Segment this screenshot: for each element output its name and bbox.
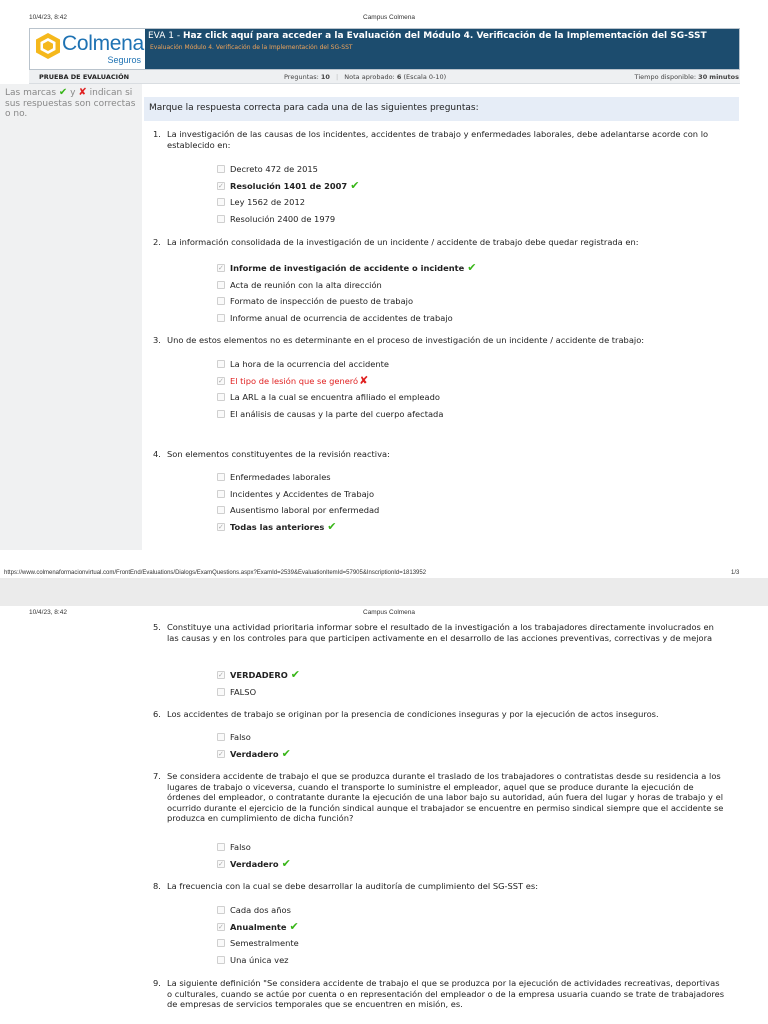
question-number: 3.: [153, 335, 161, 345]
answer-label: Semestralmente: [230, 938, 299, 948]
answer-option[interactable]: [217, 358, 389, 370]
answer-label: Una única vez: [230, 954, 289, 965]
correct-check-icon: ✔: [290, 668, 301, 681]
answer-option[interactable]: [217, 180, 359, 192]
question-text: Se considera accidente de trabajo el que se produzca durante el traslado de los trabajadores o contratistas desde su residencia a los lugares de trabajo o viceversa, cuando el transporte lo suministre el empleador, aquel que se produce durante la ejecución de órdenes del empleador, o contratante durante la ejecución de una labor bajo su autoridad, aún fuera del lugar y horas de trabajo y el ocurrido durante el ejercicio de la función sindical aunque el trabajador se encuentre en permiso sindical siempre que el accidente se produzca en cumplimiento de dicha función?: [167, 771, 724, 823]
answer-option[interactable]: [217, 295, 413, 307]
checkbox[interactable]: [217, 733, 225, 741]
sidebar: [0, 84, 142, 550]
answer-label: El análisis de causas y la parte del cuerpo afectada: [230, 408, 444, 419]
print-page-number: 1/3: [731, 570, 740, 576]
correct-check-icon: ✔: [281, 746, 291, 760]
question-text: La frecuencia con la cual se debe desarrollar la auditoría de cumplimiento del SG-SST es:: [167, 881, 538, 891]
answer-label: Falso: [230, 842, 251, 852]
cross-mark-icon: ✘: [78, 87, 87, 98]
checkbox[interactable]: [217, 939, 225, 947]
answer-option[interactable]: [217, 841, 251, 853]
print-url: https://www.colmenaformacionvirtual.com/FrontEnd/Evaluations/Dialogs/ExamQuestions.aspx?ExamId=2539&EvaluationItemId=57905&InscriptionId=1813952: [4, 570, 427, 576]
answer-option[interactable]: [217, 954, 289, 966]
answer-option[interactable]: [217, 163, 318, 175]
page-break: [0, 578, 768, 606]
exam-info-bar: [29, 70, 740, 84]
print-page-title: Campus Colmena: [363, 14, 416, 21]
answer-option[interactable]: [217, 391, 440, 403]
print-page-title-2: Campus Colmena: [363, 609, 416, 616]
correct-check-icon: ✔: [289, 919, 299, 933]
answer-label: Incidentes y Accidentes de Trabajo: [230, 488, 375, 499]
answer-option[interactable]: [217, 408, 443, 420]
answer-option[interactable]: [217, 312, 453, 324]
checkbox[interactable]: [217, 215, 225, 223]
questions-count: 10: [320, 73, 330, 81]
logo-subtitle: Seguros: [107, 55, 141, 65]
question-number: 4.: [153, 449, 161, 459]
question-text: La investigación de las causas de los incidentes, accidentes de trabajo y enfermedades laborales, debe adelantarse acorde con lo establecido en:: [167, 129, 709, 150]
evaluation-type-label: PRUEBA DE EVALUACIÓN: [39, 73, 130, 81]
time-unit: minutos: [709, 73, 739, 81]
checkbox[interactable]: [217, 490, 225, 498]
answer-label: Acta de reunión con la alta dirección: [230, 279, 382, 290]
answer-label: Resolución 1401 de 2007: [230, 180, 348, 191]
correct-check-icon: ✔: [327, 519, 337, 533]
answer-option[interactable]: [217, 731, 251, 743]
time-value: 30: [698, 73, 708, 81]
answer-label: FALSO: [230, 686, 257, 697]
question-number: 9.: [153, 978, 161, 988]
question-text: La información consolidada de la investigación de un incidente / accidente de trabajo debe quedar registrada en:: [167, 237, 639, 247]
answer-option[interactable]: [217, 521, 337, 533]
answer-option[interactable]: [217, 262, 476, 274]
answer-label: Anualmente: [230, 921, 287, 932]
checkbox-checked[interactable]: [217, 377, 225, 385]
answer-label: Decreto 472 de 2015: [230, 164, 318, 174]
question-number: 6.: [153, 709, 161, 719]
answer-label: Todas las anteriores: [230, 521, 325, 532]
answer-option[interactable]: [217, 488, 374, 500]
correct-check-icon: ✔: [467, 261, 477, 274]
exam-stats: Preguntas: 10 | Nota aprobado: 6 (Escala 0-10): [284, 73, 447, 81]
answer-option[interactable]: [217, 921, 299, 933]
legend-note: Las marcas ✔ y ✘ indican si sus respuestas son correctas o no.: [5, 87, 136, 119]
answer-option[interactable]: [217, 471, 331, 483]
question-text: Constituye una actividad prioritaria informar sobre el resultado de la investigación a los trabajadores directamente involucrados en las causas y en los controles para que participen activamente en el desarrollo de las acciones preventivas, correctivas y de mejora: [167, 622, 714, 643]
question-number: 1.: [153, 129, 161, 139]
answer-option[interactable]: [217, 858, 291, 870]
answer-option[interactable]: [217, 937, 299, 949]
answer-option[interactable]: [217, 904, 291, 916]
instruction-banner: Marque la respuesta correcta para cada una de las siguientes preguntas:: [144, 97, 739, 121]
question-text: Los accidentes de trabajo se originan por la presencia de condiciones inseguras y por la ejecución de actos inseguros.: [167, 709, 659, 719]
checkbox-checked[interactable]: [217, 923, 225, 931]
answer-label: Verdadero: [230, 858, 279, 869]
answer-option[interactable]: [217, 669, 300, 681]
checkbox[interactable]: [217, 198, 225, 206]
answer-label: La ARL a la cual se encuentra afiliado el empleado: [230, 392, 440, 402]
answer-label: Falso: [230, 732, 251, 742]
pass-grade-label: Nota aprobado:: [344, 73, 395, 81]
answer-label: La hora de la ocurrencia del accidente: [230, 359, 390, 369]
incorrect-cross-icon: ✘: [359, 373, 369, 387]
answer-option[interactable]: [217, 686, 256, 698]
checkbox[interactable]: [217, 410, 225, 418]
checkbox[interactable]: [217, 314, 225, 322]
answer-label: El tipo de lesión que se generó: [230, 375, 359, 386]
answer-option[interactable]: [217, 196, 305, 208]
question-number: 2.: [153, 237, 161, 247]
print-datetime-2: 10/4/23, 8:42: [29, 609, 67, 616]
answer-label: Ley 1562 de 2012: [230, 197, 306, 207]
title-bar: [145, 29, 739, 69]
check-mark-icon: ✔: [58, 87, 68, 98]
answer-option[interactable]: [217, 213, 335, 225]
exam-code: EVA 1 -: [148, 31, 183, 41]
exam-title-link[interactable]: [148, 31, 735, 53]
checkbox[interactable]: [217, 281, 225, 289]
answer-option[interactable]: [217, 504, 379, 516]
checkbox[interactable]: [217, 843, 225, 851]
checkbox[interactable]: [217, 165, 225, 173]
answer-label: Informe de investigación de accidente o incidente: [230, 263, 465, 273]
checkbox-checked[interactable]: [217, 860, 225, 868]
question-number: 5.: [153, 622, 161, 632]
answer-label: Ausentismo laboral por enfermedad: [230, 505, 380, 515]
answer-label: VERDADERO: [230, 670, 288, 680]
time-label: Tiempo disponible:: [634, 73, 697, 81]
checkbox[interactable]: [217, 956, 225, 964]
hexagon-logo-icon: [35, 32, 61, 60]
answer-label: Formato de inspección de puesto de trabajo: [230, 296, 414, 306]
checkbox[interactable]: [217, 393, 225, 401]
checkbox[interactable]: [217, 297, 225, 305]
logo-name: Colmena: [62, 32, 144, 55]
exam-subtitle: Evaluación Módulo 4. Verificación de la Implementación del SG-SST: [150, 44, 353, 51]
colmena-logo: [30, 29, 142, 69]
checkbox[interactable]: [217, 360, 225, 368]
questions-label: Preguntas:: [284, 73, 319, 81]
question-number: 7.: [153, 771, 161, 781]
exam-header: [29, 28, 740, 70]
checkbox-checked[interactable]: [217, 671, 225, 679]
answer-option[interactable]: [217, 279, 382, 291]
print-datetime: 10/4/23, 8:42: [29, 14, 67, 21]
question-text: La siguiente definición "Se considera accidente de trabajo el que se produzca por la ejecución de actividades recreativas, deportivas o culturales, cuando se actúe por cuenta o en representación del empleador o de la empresa usuaria cuando se trate de trabajadores de empresas de servicios temporales que se encuentren en misión, es.: [167, 978, 725, 1009]
checkbox[interactable]: [217, 688, 225, 696]
answer-option[interactable]: [217, 748, 291, 760]
answer-label: Resolución 2400 de 1979: [230, 213, 336, 224]
question-number: 8.: [153, 881, 161, 891]
checkbox[interactable]: [217, 506, 225, 514]
answer-label: Verdadero: [230, 748, 279, 759]
answer-option[interactable]: [217, 375, 368, 387]
question-text: Son elementos constituyentes de la revisión reactiva:: [167, 449, 390, 459]
checkbox-checked[interactable]: [217, 264, 225, 272]
checkbox-checked[interactable]: [217, 182, 225, 190]
exam-title: Haz click aquí para acceder a la Evaluación del Módulo 4. Verificación de la Implementación del SG-SST: [182, 31, 707, 41]
answer-label: Enfermedades laborales: [230, 472, 331, 482]
answer-label: Informe anual de ocurrencia de accidentes de trabajo: [230, 312, 453, 323]
correct-check-icon: ✔: [350, 178, 360, 192]
time-available: [635, 73, 739, 81]
correct-check-icon: ✔: [281, 856, 291, 870]
checkbox[interactable]: [217, 906, 225, 914]
answer-label: Cada dos años: [230, 905, 291, 915]
grade-scale: (Escala 0-10): [403, 73, 447, 81]
checkbox-checked[interactable]: [217, 750, 225, 758]
checkbox[interactable]: [217, 473, 225, 481]
pass-grade-value: 6: [396, 73, 402, 81]
checkbox-checked[interactable]: [217, 523, 225, 531]
question-text: Uno de estos elementos no es determinante en el proceso de investigación de un incidente / accidente de trabajo:: [167, 335, 645, 345]
